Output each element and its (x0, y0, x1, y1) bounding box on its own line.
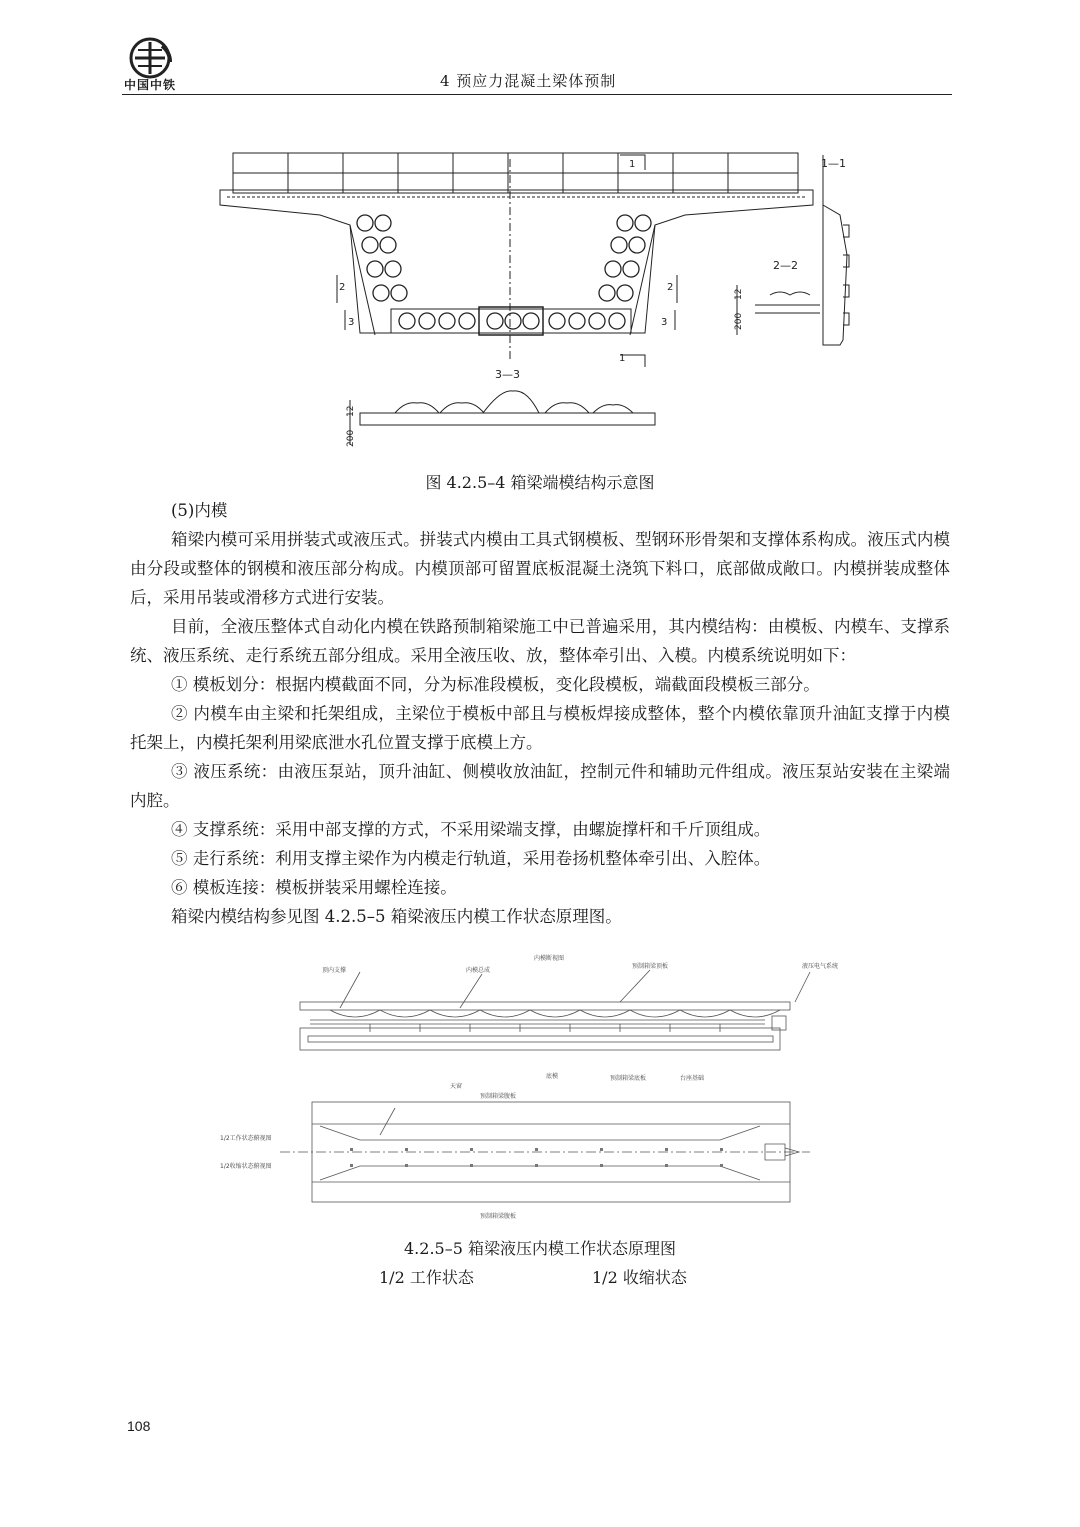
view-label-3-3: 3—3 (495, 368, 520, 381)
label-top-support: 顶内支撑 (322, 967, 347, 974)
figure-end-formwork-drawing (215, 145, 885, 460)
page-number: 108 (127, 1418, 151, 1434)
header-divider (122, 94, 952, 95)
paragraph: 箱梁内模结构参见图 4.2.5–5 箱梁液压内模工作状态原理图。 (171, 907, 622, 926)
dim-12-a: 12 (734, 288, 744, 300)
paragraph: 箱梁内模可采用拼装式或液压式。拼装式内模由工具式钢模板、型钢环形骨架和支撑体系构成。液压式内模由分段或整体的钢模和液压部分构成。内模顶部可留置底板混凝土浇筑下料口，底部做成敞口。内模拼装成整体后，采用吊装或滑移方式进行安装。 (130, 530, 950, 607)
label-inner-mold-assembly: 内模总成 (466, 967, 491, 974)
section-mark-1-top: 1 (629, 159, 636, 170)
logo-text: 中国中铁 (124, 78, 177, 92)
list-item: ⑥ 模板连接：模板拼装采用螺栓连接。 (171, 878, 457, 897)
label-skylight: 天窗 (450, 1083, 463, 1090)
view-label-1-1: 1—1 (821, 157, 846, 170)
list-item: ① 模板划分：根据内模截面不同，分为标准段模板，变化段模板，端截面段模板三部分。 (171, 675, 820, 694)
list-item: ⑤ 走行系统：利用支撑主梁作为内模走行轨道，采用卷扬机整体牵引出、入腔体。 (171, 849, 771, 868)
list-item: ② 内模车由主梁和托架组成，主梁位于模板中部且与模板焊接成整体，整个内模依靠顶升油缸支撑于内模托架上，内模托架利用梁底泄水孔位置支撑于底模上方。 (130, 704, 950, 752)
label-bottom-mold: 底模 (546, 1073, 559, 1080)
label-pedestal: 台座基础 (680, 1075, 705, 1082)
section-heading-inner-mold: (5)内模 (171, 501, 228, 520)
label-bottom-slab: 预制箱梁底板 (610, 1075, 647, 1082)
label-retracted-plan: 1/2收缩状态俯视图 (220, 1163, 272, 1170)
label-hydraulic-system: 液压电气系统 (802, 963, 839, 970)
dim-200-a: 200 (734, 312, 744, 330)
section-mark-2-left: 2 (339, 282, 346, 293)
view-label-2-2: 2—2 (773, 259, 798, 272)
figure-hydraulic-inner-mold-drawing (220, 950, 839, 1230)
label-web-top: 预制箱梁腹板 (480, 1093, 517, 1100)
list-item: ③ 液压系统：由液压泵站，顶升油缸、侧模收放油缸，控制元件和辅助元件组成。液压泵站安装在主梁端内腔。 (130, 762, 950, 810)
figure-caption-4-2-5-5: 4.2.5–5 箱梁液压内模工作状态原理图 (404, 1239, 676, 1258)
paragraph: 目前，全液压整体式自动化内模在铁路预制箱梁施工中已普遍采用，其内模结构：由模板、内模车、支撑系统、液压系统、走行系统五部分组成。采用全液压收、放，整体牵引出、入模。内模系统说明如下： (130, 617, 950, 665)
subcaption-working-state: 1/2 工作状态 (379, 1268, 474, 1287)
label-working-plan: 1/2工作状态俯视图 (220, 1135, 272, 1142)
section-mark-1-bottom: 1 (619, 353, 626, 364)
body-text (130, 496, 950, 931)
label-inner-mold-view: 内模断视图 (534, 955, 565, 962)
section-mark-2-right: 2 (667, 282, 674, 293)
figure-caption-4-2-5-4: 图 4.2.5–4 箱梁端模结构示意图 (425, 473, 655, 492)
label-web-bottom: 预制箱梁腹板 (480, 1213, 517, 1220)
section-mark-3-left: 3 (348, 317, 355, 328)
label-top-slab: 预制箱梁顶板 (632, 963, 669, 970)
list-item: ④ 支撑系统：采用中部支撑的方式，不采用梁端支撑，由螺旋撑杆和千斤顶组成。 (171, 820, 771, 839)
subcaption-retracted-state: 1/2 收缩状态 (592, 1268, 687, 1287)
section-mark-3-right: 3 (661, 317, 668, 328)
dim-12-b: 12 (346, 405, 356, 417)
dim-200-b: 200 (346, 429, 356, 447)
running-header-title: 4 预应力混凝土梁体预制 (440, 72, 617, 90)
